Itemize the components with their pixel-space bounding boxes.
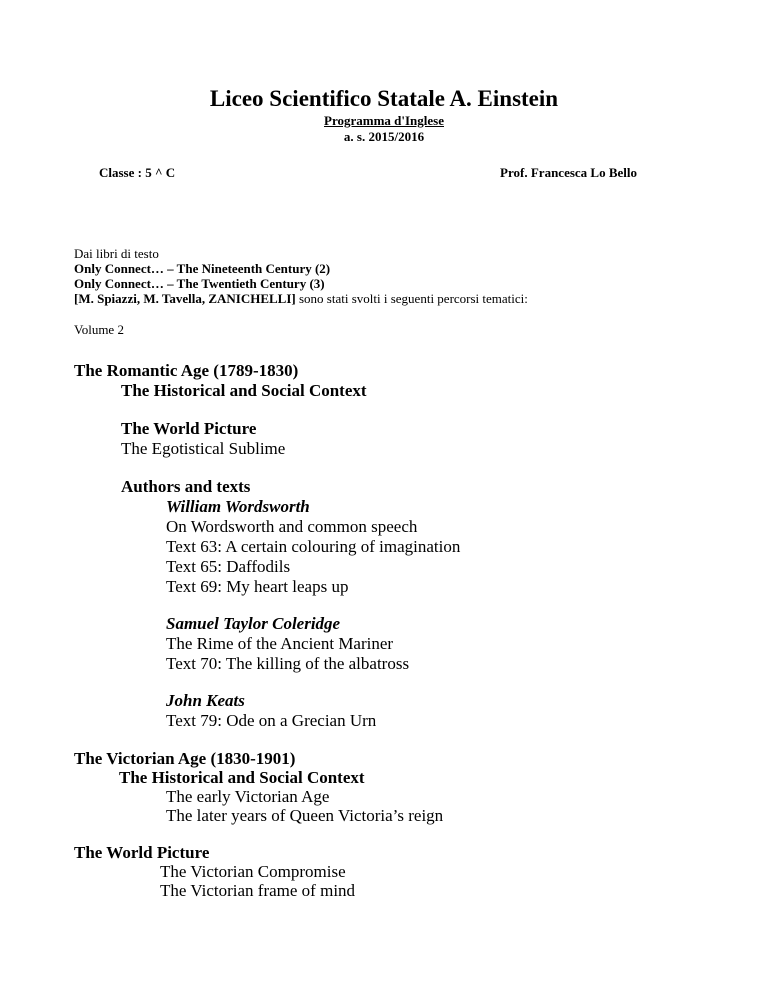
keats-item: Text 79: Ode on a Grecian Urn [166, 711, 377, 730]
victorian-context-item: The early Victorian Age [166, 787, 330, 806]
wordsworth-item: Text 65: Daffodils [166, 557, 291, 576]
victorian-world-item: The Victorian frame of mind [160, 881, 356, 900]
school-title: Liceo Scientifico Statale A. Einstein [209, 86, 559, 111]
class-label: Classe : 5 ^ C [99, 165, 176, 180]
book-authors-note: sono stati svolti i seguenti percorsi tematici: [295, 291, 528, 306]
romantic-world-heading: The World Picture [121, 419, 257, 438]
victorian-context-heading: The Historical and Social Context [119, 768, 365, 787]
teacher-name: Prof. Francesca Lo Bello [500, 165, 637, 180]
author-coleridge: Samuel Taylor Coleridge [166, 614, 341, 633]
victorian-world-heading: The World Picture [74, 843, 210, 862]
book-authors-line [74, 291, 528, 307]
wordsworth-item: On Wordsworth and common speech [166, 517, 418, 536]
victorian-world-item: The Victorian Compromise [160, 862, 346, 881]
victorian-age-heading: The Victorian Age (1830-1901) [74, 749, 296, 768]
volume-label: Volume 2 [74, 322, 124, 337]
program-title: Programma d'Inglese [324, 113, 444, 128]
romantic-context-heading: The Historical and Social Context [121, 381, 367, 400]
coleridge-item: Text 70: The killing of the albatross [166, 654, 410, 673]
book-twentieth-century: Only Connect… – The Twentieth Century (3) [74, 276, 325, 291]
wordsworth-item: Text 69: My heart leaps up [166, 577, 349, 596]
coleridge-item: The Rime of the Ancient Mariner [166, 634, 394, 653]
wordsworth-item: Text 63: A certain colouring of imagination [166, 537, 461, 556]
authors-texts-heading: Authors and texts [121, 477, 251, 496]
victorian-context-item: The later years of Queen Victoria’s reign [166, 806, 444, 825]
intro-line: Dai libri di testo [74, 246, 159, 261]
author-wordsworth: William Wordsworth [166, 497, 310, 516]
romantic-world-item: The Egotistical Sublime [121, 439, 286, 458]
book-nineteenth-century: Only Connect… – The Nineteenth Century (2) [74, 261, 331, 276]
author-keats: John Keats [166, 691, 245, 710]
romantic-age-heading: The Romantic Age (1789-1830) [74, 361, 299, 380]
school-year: a. s. 2015/2016 [343, 129, 425, 144]
book-authors: [M. Spiazzi, M. Tavella, ZANICHELLI] [74, 291, 296, 306]
